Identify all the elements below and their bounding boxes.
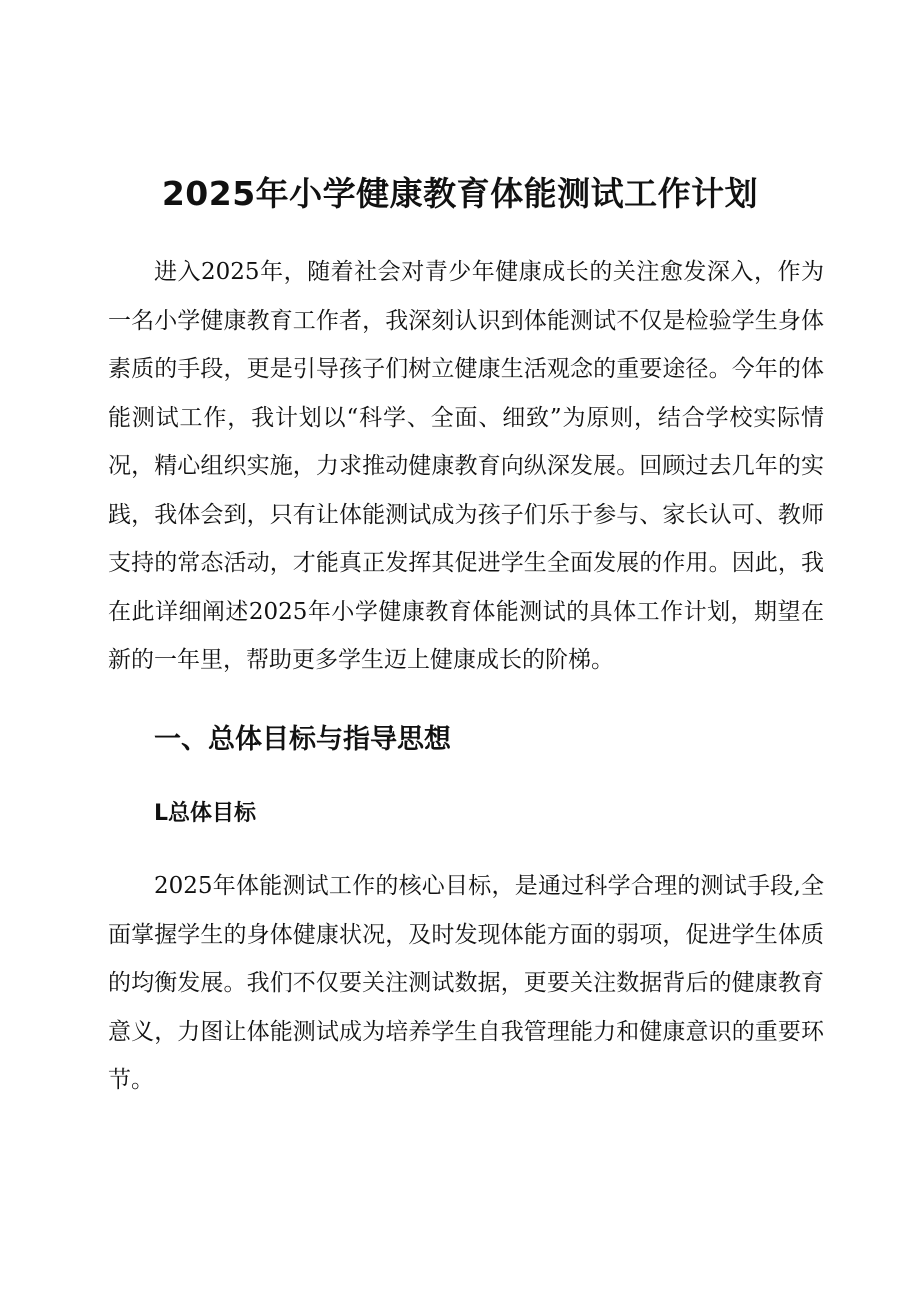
intro-paragraph: 进入2025年，随着社会对青少年健康成长的关注愈发深入，作为一名小学健康教育工作者，我深刻认识到体能测试不仅是检验学生身体素质的手段，更是引导孩子们树立健康生活观念的重要途径。今年的体能测试工作，我计划以“科学、全面、细致”为原则，结合学校实际情况，精心组织实施，力求推动健康教育向纵深发展。回顾过去几年的实践，我体会到，只有让体能测试成为孩子们乐于参与、家长认可、教师支持的常态活动，才能真正发挥其促进学生全面发展的作用。因此，我在此详细阐述2025年小学健康教育体能测试的具体工作计划，期望在新的一年里，帮助更多学生迈上健康成长的阶梯。 [108, 259, 824, 673]
section-heading: 一、总体目标与指导思想 [154, 724, 451, 755]
goal-paragraph: 2025年体能测试工作的核心目标，是通过科学合理的测试手段,全面掌握学生的身体健康状况，及时发现体能方面的弱项，促进学生体质的均衡发展。我们不仅要关注测试数据，更要关注数据背后的健康教育意义，力图让体能测试成为培养学生自我管理能力和健康意识的重要环节。 [108, 873, 824, 1093]
document-title: 2025年小学健康教育体能测试工作计划 [161, 174, 759, 213]
subsection-heading: L总体目标 [154, 801, 257, 826]
